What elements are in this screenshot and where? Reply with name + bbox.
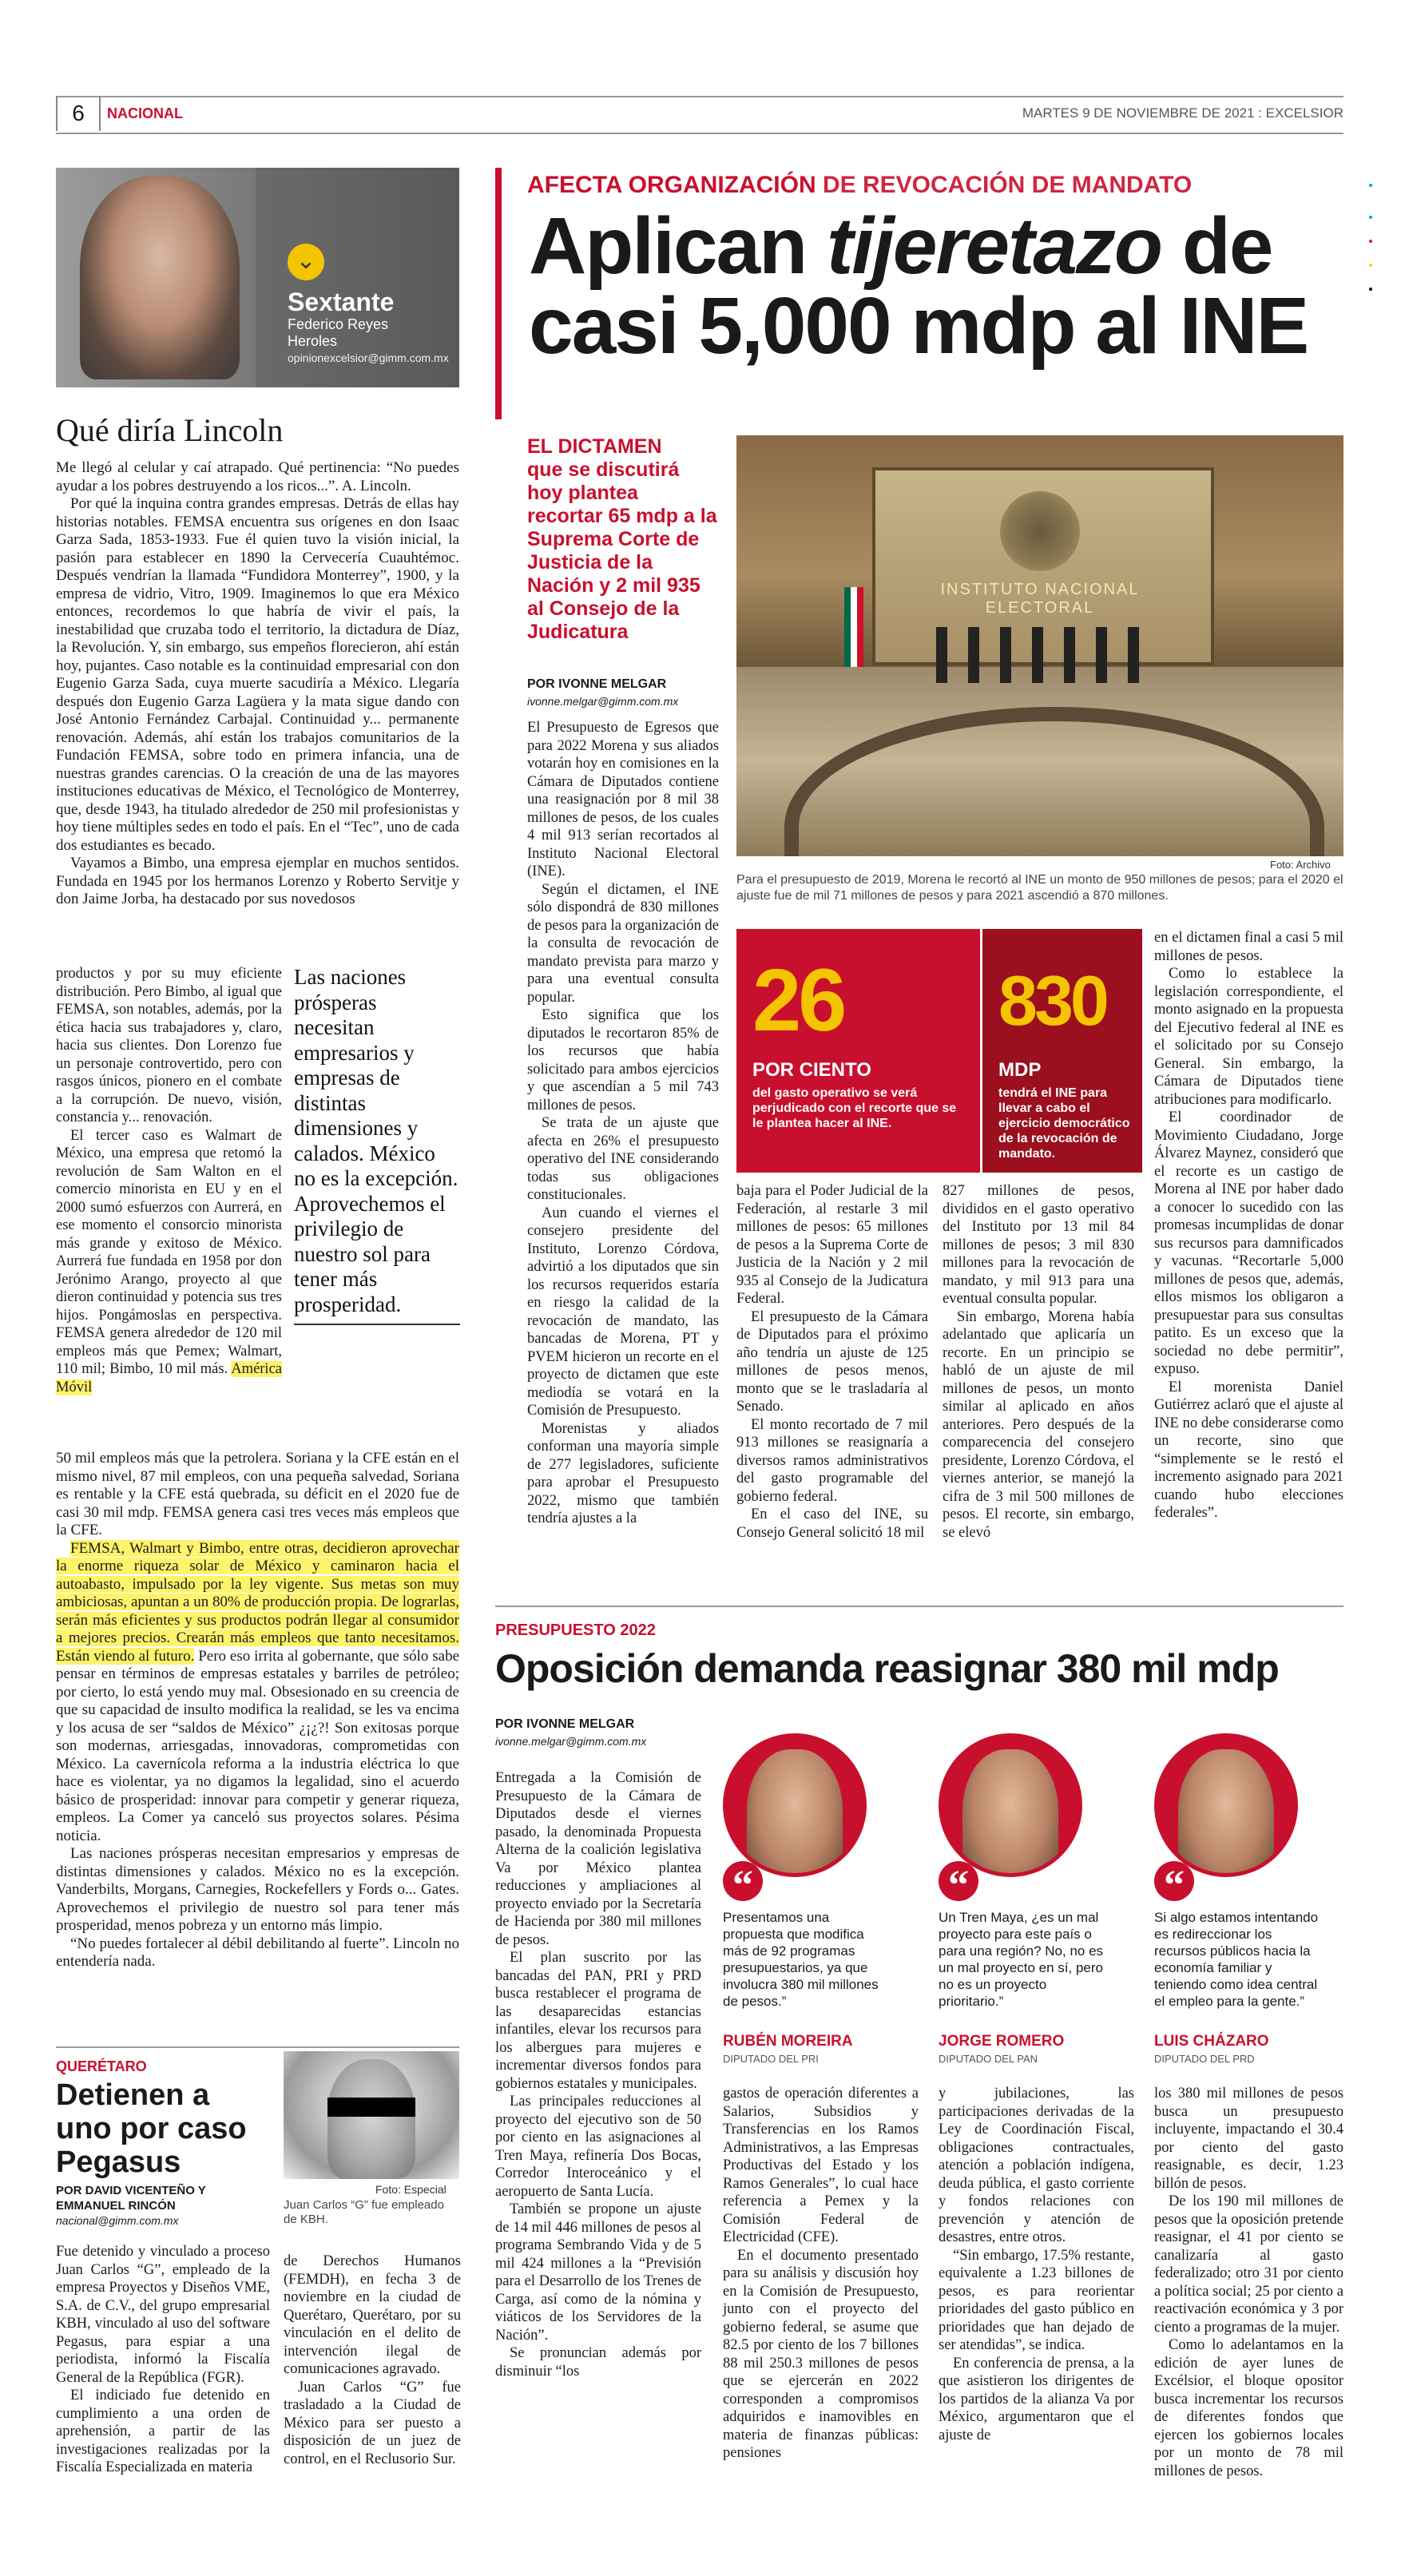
quote-role: DIPUTADO DEL PRI — [723, 2053, 819, 2065]
photo-credit: Foto: Archivo — [1270, 859, 1331, 871]
stat-description: del gasto operativo se verá perjudicado con el recorte que se le plantea hacer al INE. — [752, 1086, 957, 1130]
registration-mark — [1369, 216, 1372, 219]
quote-name: JORGE ROMERO — [939, 2033, 1065, 2050]
registration-mark — [1369, 184, 1372, 187]
portrait-luis-chazaro — [1154, 1733, 1298, 1877]
registration-mark — [1369, 288, 1372, 291]
column-name: Sextante — [288, 288, 395, 316]
second-byline: POR IVONNE MELGAR — [495, 1717, 635, 1731]
second-body-col1: Entregada a la Comisión de Presupuesto de la Cámara de Diputados desde el viernes pasado, la denominada Propuesta Alterna de la coalición legislativa Va por México plantea reducciones y ampliaciones al proyecto enviado por la Secretaría de Hacienda por 380 mil millones de pesos. El plan suscrito por las bancadas del PAN, PRI y PRD busca restablecer el programa de las desaparecidas estancias infantiles, elevar los recursos para los albergues para mujeres e incrementar diversos fondos para gobiernos estatales y municipales. Las principales reducciones al proyecto del ejecutivo son de 50 por ciento en las asignaciones al Tren Maya, refinería Dos Bocas, Corredor Interoceánico y el aeropuerto de Santa Lucía. También se propone un ajuste de 14 mil 446 millones de pesos al programa Sembrando Vida y de 5 mil 424 millones a la “Previsión para el Desarrollo de los Trenes de Carga, así como de la nómina y viáticos de los Servidores de la Nación”. Se pronuncian además por disminuir “los — [495, 1770, 701, 2380]
photo-caption: Juan Carlos “G” fue empleado de KBH. — [284, 2198, 444, 2226]
second-body-col2: gastos de operación diferentes a Salarios, Subsidios y Transferencias en los Ramos Administrativos, a las Empresas Productivas del Estado y los Ramos Generales”, lo cual hace referencia a Pemex y la Comisión Federal de Electricidad (CFE). En el documento presentado para su análisis y discusión hoy en la Comisión de Presupuesto, junto con el proyecto del gobierno federal, se asume que 82.5 por ciento de los 7 billones 88 mil 250.3 millones de pesos que se ejercerán en 2022 corresponden a compromisos adquiridos e inamovibles en materia de finanzas públicas: pensiones — [723, 2086, 919, 2461]
detainee-photo — [284, 2051, 459, 2179]
highlighted-text: América Móvil — [56, 1361, 282, 1395]
main-body-col2: baja para el Poder Judicial de la Federación, al restarle 3 mil millones de pesos: 65 millones de pesos a la Suprema Corte de Justicia de la Nación y 2 mil 935 al Consejo de la Judicatura Federal. El presupuesto de la Cámara de Diputados para el próximo año tendría un ajuste de 125 millones de pesos menos, monto que se le trasladaría al Senado. El monto recortado de 7 mil 913 millones se reasignaría a diversos ramos administrativos del gasto programable del gobierno federal. En el caso del INE, su Consejo General solicitó 18 mil — [736, 1183, 928, 1541]
ine-session-photo — [736, 435, 1343, 856]
stat-number: 26 — [752, 951, 844, 1050]
stat-box-mdp — [982, 929, 1142, 1173]
queretaro-body-col1: Fue detenido y vinculado a proceso Juan Carlos “G”, empleado de la empresa Proyectos y Diseños VME, S.A. de C.V., del grupo empresarial KBH, vinculado al uso del software Pegasus, para espiar a una periodista, informó la Fiscalía General de la República (FGR). El indiciado fue detenido en cumplimiento a una orden de aprehensión, a partir de las investigaciones realizadas por la Fiscalía Especializada en materia — [56, 2244, 270, 2475]
stat-number: 830 — [998, 961, 1106, 1040]
main-headline: Aplican tijeretazo de casi 5,000 mdp al INE — [529, 201, 1308, 371]
queretaro-email: nacional@gimm.com.mx — [56, 2214, 179, 2227]
column-paragraph: El tercer caso es Walmart de México, una empresa que retomó la revolución de Sam Walton en el comercio minorista en EU y en el 2000 sumó esfuerzos con Aurrerá, en ese momento el consorcio minorista más grande y exitoso de México. Aurrerá fue fundada en 1958 por don Jerónimo Arango, proyecto al que dieron continuidad y potencia sus tres hijos. Pongámoslas en perspectiva. FEMSA genera alrededor de 120 mil empleos más que Pemex; Walmart, 110 mil; Bimbo, 10 mil más. América Móvil — [56, 1127, 282, 1395]
photo-sign-text: INSTITUTO NACIONAL ELECTORAL — [940, 581, 1140, 617]
columnist-photo — [80, 176, 240, 379]
edition-date: MARTES 9 DE NOVIEMBRE DE 2021 : EXCELSIOR — [1022, 105, 1343, 121]
column-body-top — [56, 459, 459, 909]
queretaro-byline: POR DAVID VICENTEÑO Y EMMANUEL RINCÓN — [56, 2184, 206, 2213]
accent-bar — [495, 168, 502, 419]
quote-mark-icon: “ — [723, 1861, 763, 1901]
quote-mark-icon: “ — [1154, 1861, 1194, 1901]
censor-bar — [327, 2098, 415, 2117]
column-title: Qué diría Lincoln — [56, 412, 284, 448]
summary-deck: EL DICTAMEN que se discutirá hoy plantea recortar 65 mdp a la Suprema Corte de Justicia de la Nación y 2 mil 935 al Consejo de la Judicatura — [527, 435, 717, 643]
second-kicker: PRESUPUESTO 2022 — [495, 1621, 656, 1639]
column-paragraph: productos y por su muy eficiente distribución. Pero Bimbo, al igual que FEMSA, son notables, además, por la ética hacia sus trabajadores y, claro, hacia sus clientes. Don Lorenzo fue un personaje controvertido, pero con rasgos únicos, pionero en el combate a la corrupción. De nuevo, visión, constancia y... renovación. — [56, 966, 282, 1125]
column-paragraph: FEMSA, Walmart y Bimbo, entre otras, decidieron aprovechar la enorme riqueza solar de México y caminaron hacia el autoabasto, impulsado por la ley vigente. Sus metas son muy ambiciosas, apuntan a un 80% de producción propia. De lograrlas, serán más eficientes y sus productos podrán llegar al consumidor a mejores precios. Crearán más empleos que tanto necesitamos. Están viendo al futuro. Pero eso irrita al gobernante, que sólo sabe pensar en términos de empresas estatales y barriles de petróleo; por cierto, lo está yendo muy mal. Obsesionado en su creencia de que su capacidad de insulto modifica la realidad, se les va encima y los acusa de ser “saldos de México” ¿¡¿?! Son exitosas porque son modernas, arriesgadas, innovadoras, comprometidas con México. La cavernícola reforma a la industria eléctrica lo que hace es violentar, ya no digamos la legalidad, sino el acuerdo básico de prosperidad: innovar para competir y generar riqueza, empleos. La Comer ya canceló sus proyectos solares. Pésima noticia. — [56, 1539, 460, 1844]
pull-quote: Las naciones prósperas necesitan empresarios y empresas de distintas dimensiones y calados. México no es la excepción. Aprovechemos el privilegio de nuestro sol para tener más prosperidad. — [294, 965, 460, 1325]
section-label: NACIONAL — [107, 105, 183, 121]
quote-mark-icon: “ — [939, 1861, 978, 1901]
quote-text: Un Tren Maya, ¿es un mal proyecto para este país o para una región? No, no es un mal proyecto en sí, pero no es un proyecto prioritario.” — [939, 1910, 1104, 2009]
second-email: ivonne.melgar@gimm.com.mx — [495, 1735, 647, 1748]
second-body-col4: los 380 mil millones de pesos busca un presupuesto incluyente, impactando el 30.4 por ciento del gasto reasignable, es decir, 1.23 billón de pesos. De los 190 mil millones de pesos que la oposición pretende reasignar, el 41 por ciento se canalizaría al gasto federalizado; otro 31 por ciento a política social; 25 por ciento a reactivación económica y 3 por ciento a programas de la mujer. Como lo adelantamos en la edición de ayer lunes de Excélsior, el bloque opositor busca incrementar los recursos de diferentes fondos que ejercen los gobiernos locales por un monto de 78 mil millones de pesos. — [1154, 2086, 1343, 2479]
column-email: opinionexcelsior@gimm.com.mx — [288, 351, 449, 364]
column-body-bottom — [56, 1450, 459, 1971]
divider — [56, 2046, 459, 2048]
quote-name: RUBÉN MOREIRA — [723, 2033, 853, 2050]
portrait-jorge-romero — [939, 1733, 1082, 1877]
main-kicker: AFECTA ORGANIZACIÓN DE REVOCACIÓN DE MANDATO — [527, 172, 1193, 198]
column-paragraph: Las naciones prósperas necesitan empresarios y empresas de distintas dimensiones y calados. México no es la excepción. Vanderbilts, Morgans, Carnegies, Rockefellers y Fords o... Gates. Aprovechemos el privilegio de nuestro sol para tener más prosperidad, menos pobreza y un entorno más limpio. — [56, 1845, 459, 1934]
main-body-col4: en el dictamen final a casi 5 mil millones de pesos. Como lo establece la legislación correspondiente, el monto asignado en la propuesta del Ejecutivo federal al INE es el solicitado por su Consejo General. Sin embargo, la Cámara de Diputados tiene atribuciones para modificarlo. El coordinador de Movimiento Ciudadano, Jorge Álvarez Maynez, consideró que el recorte es un castigo de Morena al INE por haber dado a conocer lo sucedido con las promesas incumplidas de donar sus recursos para damnificados y vacunas. “Recortarle 5,000 millones de pesos que, además, ellos mismos los obligaron a presupuestar para sus consultas patito. Es un exceso que la sociedad no debe permitir”, expuso. El morenista Daniel Gutiérrez aclaró que el ajuste al INE no debe considerarse como un recorte, sino que “simplemente se le restó el incremento asignado para 2021 cuando hubo elecciones federales”. — [1154, 930, 1343, 1521]
quote-name: LUIS CHÁZARO — [1154, 2033, 1269, 2050]
stat-description: tendrá el INE para llevar a cabo el ejercicio democrático de la revocación de mandato. — [998, 1086, 1130, 1161]
highlighted-text: FEMSA, Walmart y Bimbo, entre otras, decidieron aprovechar la enorme riqueza solar de México y caminaron hacia el autoabasto, impulsado por la ley vigente. Sus metas son muy ambiciosas, apuntan a un 80% de producción propia. De lograrlas, serán más eficientes y sus productos podrán llegar al consumidor a mejores precios. Crearán más empleos que tanto necesitamos. Están viendo al futuro. — [56, 1539, 459, 1665]
quote-text: Presentamos una propuesta que modifica más de 92 programas presupuestarios, ya que involucra 380 mil millones de pesos.” — [723, 1910, 879, 2009]
page-number: 6 — [56, 96, 101, 131]
column-body-narrow — [56, 965, 282, 1396]
column-author: Federico Reyes Heroles — [288, 316, 389, 349]
main-email: ivonne.melgar@gimm.com.mx — [527, 695, 679, 708]
registration-mark — [1369, 240, 1372, 243]
queretaro-body-col2: de Derechos Humanos (FEMDH), en fecha 3 de noviembre en la ciudad de Querétaro, Querétaro, por su vinculación en el delito de intervención ilegal de comunicaciones agravado. Juan Carlos “G” fue trasladado a la Ciudad de México para ser puesto a disposición de un juez de control, en el Reclusorio Sur. — [284, 2253, 461, 2467]
divider — [495, 1606, 1343, 1607]
second-headline: Oposición demanda reasignar 380 mil mdp — [495, 1646, 1279, 1691]
photo-credit: Foto: Especial — [375, 2183, 446, 2196]
main-body-col3: 827 millones de pesos, divididos en el gasto operativo del Instituto por 13 mil 84 millones de pesos; 3 mil 830 millones para la revocación de mandato, y mil 913 para una eventual consulta popular. Sin embargo, Morena había adelantado que aplicaría un recorte. En un principio se habló de un ajuste de mil millones de pesos, un monto similar al aplicado en años anteriores. Pero después de la comparecencia del consejero presidente, Lorenzo Córdova, el viernes anterior, se manejó la cifra de 3 mil 500 millones de pesos. El recorte, sin embargo, se elevó — [943, 1183, 1134, 1541]
queretaro-title: Detienen a uno por caso Pegasus — [56, 2078, 247, 2179]
main-body-col1: El Presupuesto de Egresos que para 2022 Morena y sus aliados votarán hoy en comisiones en la Cámara de Diputados contiene una reasignación por 8 mil 38 millones de pesos, de los cuales 4 mil 913 serían recortados al Instituto Nacional Electoral (INE). Según el dictamen, el INE sólo dispondrá de 830 millones de pesos para la organización de la consulta de revocación de mandato prevista para marzo y para una eventual consulta popular. Esto significa que los diputados le recortaron 85% de los recursos que había solicitado para ambos ejercicios y que ascendían a 5 mil 743 millones de pesos. Se trata de un ajuste que afecta en 26% el presupuesto operativo del INE considerando todas sus obligaciones constitucionales. Aun cuando el viernes el consejero presidente del Instituto, Lorenzo Córdova, advirtió a los diputados que sin los recursos requeridos estaría en riesgo la calidad de la revocación de mandato, las bancadas de Morena, PT y PVEM hicieron un recorte en el proyecto de dictamen que este mediodía se votará en la Comisión de Presupuesto. Morenistas y aliados conforman una mayoría simple de 277 legisladores, suficiente para aprobar el Presupuesto 2022, mismo que también tendría ajustes a la — [527, 720, 719, 1526]
column-paragraph: Por qué la inquina contra grandes empresas. Detrás de ellas hay historias notables. FEMSA encuentra sus orígenes en don Isaac Garza Sada, 1853-1933. Fue él quien tuvo la visión inicial, la pasión para establecer en 1890 la Cervecería Cuauhtémoc. Después vendrían la llamada “Fundidora Monterrey”, 1900, y la empresa de vidrio, Vitro, 1909. Imaginemos lo que era México entonces, recordemos lo que habría de vivir el país, la inestabilidad que cruzaba todo el territorio, la dictadura de Díaz, la Revolución. Y, sin embargo, sus empeños florecieron, ahí están hoy, pujantes. Caso notable es la continuidad empresarial con don Eugenio Garza Sada, cuya muerte sacudiría a México. Llegaría después don Eugenio Garza Lagüera y la mata sigue dando con José Antonio Fernández Carbajal. Continuidad y... permanente renovación. Además, ahí están los trabajos comunitarios de la Fundación FEMSA, sobre todo en primera infancia, una de nuestras grandes carencias. O la creación de una de las mayores instituciones educativas de México, el Tecnológico de Monterrey, que, desde 1943, ha titulado alrededor de 250 mil profesionistas y hoy tiene múltiples sedes en todo el país. En el “Tec”, uno de cada dos estudiantes es becado. — [56, 495, 459, 854]
main-byline: POR IVONNE MELGAR — [527, 677, 667, 691]
second-body-col3: y jubilaciones, las participaciones derivadas de la Ley de Coordinación Fiscal, obligaciones contractuales, atención a población indígena, deuda pública, el gasto corriente y fondos relaciones con prevención y atención de desastres, entre otros. “Sin embargo, 17.5% restante, equivalente a 1.23 billones de pesos, es para reorientar prioridades del gasto público en prioridades que han dejado de ser atendidas”, se indica. En conferencia de prensa, a la que asistieron los dirigentes de los partidos de la alianza Va por México, argumentaron que el ajuste de — [939, 2086, 1134, 2443]
column-paragraph: “No puedes fortalecer al débil debilitando al fuerte”. Lincoln no entendería nada. — [56, 1935, 459, 1970]
quote-role: DIPUTADO DEL PRD — [1154, 2053, 1255, 2065]
portrait-ruben-moreira — [723, 1733, 867, 1877]
column-paragraph: Vayamos a Bimbo, una empresa ejemplar en muchos sentidos. Fundada en 1945 por los hermanos Lorenzo y Roberto Servitje y don Jaime Jorba, ha destacado por sus novedosos — [56, 855, 459, 907]
national-seal-icon — [1000, 491, 1080, 571]
quote-text: Si algo estamos intentando es redireccionar los recursos públicos hacia la economía familiar y teniendo como idea central el empleo para la gente.” — [1154, 1910, 1319, 2009]
quote-role: DIPUTADO DEL PAN — [939, 2053, 1038, 2065]
queretaro-kicker: QUERÉTARO — [56, 2058, 147, 2074]
chevron-down-icon: ⌄ — [288, 244, 324, 280]
stat-box-percent — [736, 929, 980, 1173]
photo-caption: Para el presupuesto de 2019, Morena le recortó al INE un monto de 950 millones de pesos; para el 2020 el ajuste fue de mil 71 millones de pesos y para 2021 ascendió a 870 millones. — [736, 873, 1343, 903]
column-paragraph: 50 mil empleos más que la petrolera. Soriana y la CFE están en el mismo nivel, 87 mil empleos, con una pequeña salvedad, Soriana es rentable y la CFE está quebrada, su déficit en el 2020 fue de casi 30 mil mdp. FEMSA genera casi tres veces más empleos que la CFE. — [56, 1450, 459, 1538]
stat-unit: POR CIENTO — [752, 1059, 871, 1081]
columnist-banner — [56, 168, 459, 387]
column-paragraph: Me llegó al celular y caí atrapado. Qué pertinencia: “No puedes ayudar a los pobres destruyendo a los ricos...”. A. Lincoln. — [56, 459, 459, 494]
registration-mark — [1369, 264, 1372, 267]
stat-unit: MDP — [998, 1059, 1042, 1081]
